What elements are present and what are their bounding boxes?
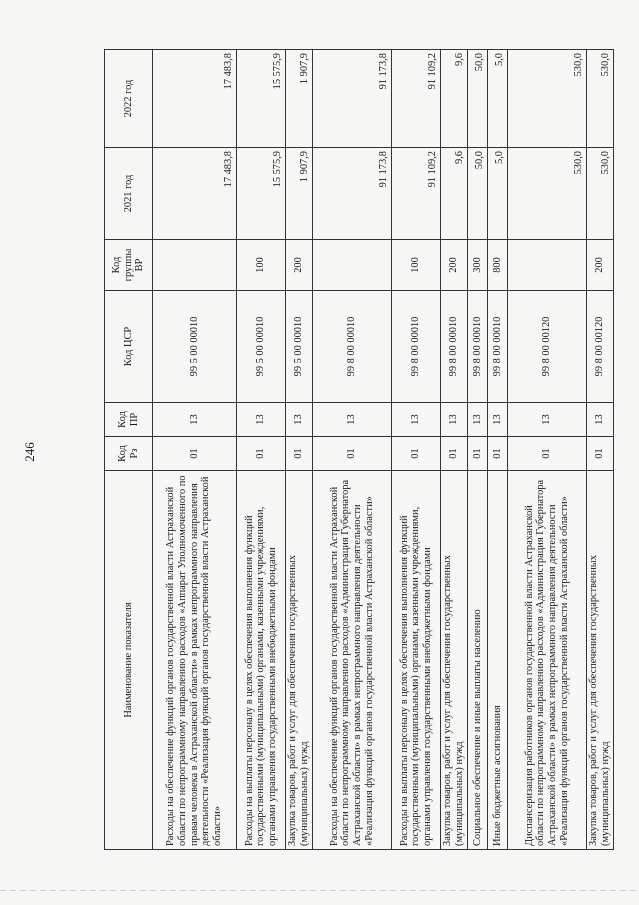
cell-y2022: 17 483,8 [153, 50, 237, 148]
header-name: Наименование показателя [105, 471, 153, 850]
table-row [392, 50, 441, 850]
cell-rz: 01 [153, 437, 237, 471]
cell-pr: 13 [392, 403, 441, 437]
cell-csr: 99 5 00 00010 [237, 291, 286, 403]
table-row [468, 50, 488, 850]
cell-pr: 13 [587, 403, 614, 437]
cell-pr: 13 [313, 403, 392, 437]
cell-csr: 99 8 00 00010 [392, 291, 441, 403]
cell-csr: 99 8 00 00010 [468, 291, 488, 403]
cell-y2022: 91 109,2 [392, 50, 441, 148]
header-2021: 2021 год [105, 148, 153, 240]
cell-y2022: 50,0 [468, 50, 488, 148]
cell-vr: 200 [587, 240, 614, 291]
cell-y2022: 9,6 [441, 50, 468, 148]
table-row [587, 50, 614, 850]
cell-vr: 100 [392, 240, 441, 291]
budget-table [104, 49, 614, 850]
cell-name: Расходы на обеспечение функций органов государственной власти Астраханской области по непрограммному направлению расходов «Администрация Губернатора Астраханской области» в рамках непрограммного направления деятельности «Реализация функций органов государственной власти Астраханской области» [313, 471, 392, 850]
cell-name: Расходы на выплаты персоналу в целях обеспечения выполнения функций государственными (муниципальными) органами, казенными учреждениями, органами управления государственными внебюджетными фондами [237, 471, 286, 850]
table-header-row [105, 50, 153, 850]
cell-pr: 13 [286, 403, 313, 437]
cell-rz: 01 [313, 437, 392, 471]
cell-y2021: 9,6 [441, 148, 468, 240]
cell-y2022: 5,0 [488, 50, 508, 148]
table-row [441, 50, 468, 850]
cell-vr: 200 [441, 240, 468, 291]
cell-pr: 13 [468, 403, 488, 437]
header-vr: Код группы ВР [105, 240, 153, 291]
cell-pr: 13 [508, 403, 587, 437]
cell-rz: 01 [508, 437, 587, 471]
cell-rz: 01 [237, 437, 286, 471]
cell-pr: 13 [237, 403, 286, 437]
table-row [488, 50, 508, 850]
cell-name: Диспансеризация работников органов государственной власти Астраханской области по непрограммному направлению расходов «Администрация Губернатора Астраханской области» в рамках непрограммного направления деятельности «Реализация функций органов государственной власти Астраханской области» [508, 471, 587, 850]
cell-vr: 100 [237, 240, 286, 291]
cell-csr: 99 8 00 00010 [488, 291, 508, 403]
page-number: 246 [22, 442, 37, 462]
table-row [286, 50, 313, 850]
cell-pr: 13 [488, 403, 508, 437]
cell-vr: 800 [488, 240, 508, 291]
cell-name: Закупка товаров, работ и услуг для обеспечения государственных (муниципальных) нужд [286, 471, 313, 850]
cell-vr [313, 240, 392, 291]
cell-name: Закупка товаров, работ и услуг для обеспечения государственных (муниципальных) нужд [587, 471, 614, 850]
rotated-table-wrapper [104, 50, 612, 850]
header-csr: Код ЦСР [105, 291, 153, 403]
cell-csr: 99 8 00 00120 [587, 291, 614, 403]
cell-csr: 99 5 00 00010 [153, 291, 237, 403]
table-row [153, 50, 237, 850]
cell-rz: 01 [587, 437, 614, 471]
cell-vr [153, 240, 237, 291]
scan-edge-artifact [0, 890, 639, 891]
cell-y2022: 1 907,9 [286, 50, 313, 148]
cell-vr [508, 240, 587, 291]
cell-y2022: 530,0 [508, 50, 587, 148]
cell-y2021: 91 109,2 [392, 148, 441, 240]
cell-name: Социальное обеспечение и иные выплаты населению [468, 471, 488, 850]
header-rz: Код Рз [105, 437, 153, 471]
cell-csr: 99 8 00 00010 [441, 291, 468, 403]
cell-y2021: 530,0 [508, 148, 587, 240]
cell-rz: 01 [468, 437, 488, 471]
cell-y2021: 530,0 [587, 148, 614, 240]
cell-vr: 300 [468, 240, 488, 291]
cell-rz: 01 [441, 437, 468, 471]
cell-y2021: 15 575,9 [237, 148, 286, 240]
cell-csr: 99 5 00 00010 [286, 291, 313, 403]
cell-pr: 13 [441, 403, 468, 437]
cell-y2022: 15 575,9 [237, 50, 286, 148]
cell-y2022: 91 173,8 [313, 50, 392, 148]
cell-y2021: 17 483,8 [153, 148, 237, 240]
cell-rz: 01 [286, 437, 313, 471]
cell-pr: 13 [153, 403, 237, 437]
cell-rz: 01 [392, 437, 441, 471]
cell-rz: 01 [488, 437, 508, 471]
table-row [313, 50, 392, 850]
header-pr: Код ПР [105, 403, 153, 437]
cell-y2021: 5,0 [488, 148, 508, 240]
cell-name: Расходы на обеспечение функций органов государственной власти Астраханской области по непрограммному направлению расходов «Аппарат Уполномоченного по правам человека в Астраханской области» в рамках непрограммного направления деятельности «Реализация функций органов государственной власти Астраханской области» [153, 471, 237, 850]
table-row [237, 50, 286, 850]
cell-name: Иные бюджетные ассигнования [488, 471, 508, 850]
cell-name: Расходы на выплаты персоналу в целях обеспечения выполнения функций государственными (муниципальными) органами, казенными учреждениями, органами управления государственными внебюджетными фондами [392, 471, 441, 850]
cell-name: Закупка товаров, работ и услуг для обеспечения государственных (муниципальных) нужд [441, 471, 468, 850]
cell-y2021: 91 173,8 [313, 148, 392, 240]
table-row [508, 50, 587, 850]
cell-csr: 99 8 00 00120 [508, 291, 587, 403]
header-2022: 2022 год [105, 50, 153, 148]
cell-y2021: 50,0 [468, 148, 488, 240]
cell-y2021: 1 907,9 [286, 148, 313, 240]
cell-vr: 200 [286, 240, 313, 291]
cell-csr: 99 8 00 00010 [313, 291, 392, 403]
cell-y2022: 530,0 [587, 50, 614, 148]
